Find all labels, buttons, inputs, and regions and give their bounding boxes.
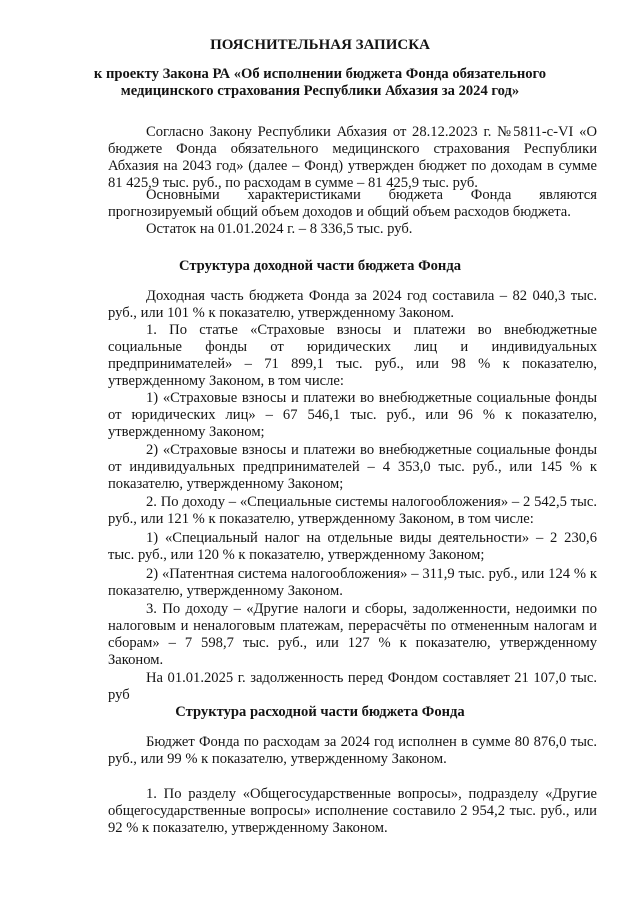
document-subtitle: к проекту Закона РА «Об исполнении бюджета Фонда обязательного медицинского страхования Республики Абхазия за 2024 год»	[93, 66, 547, 99]
income-paragraph: 2. По доходу – «Специальные системы налогообложения» – 2 542,5 тыс. руб., или 121 % к показателю, утвержденному Законом, в том числе:	[108, 494, 597, 527]
income-section-heading: Структура доходной части бюджета Фонда	[178, 258, 462, 274]
expense-paragraph: Бюджет Фонда по расходам за 2024 год исполнен в сумме 80 876,0 тыс. руб., или 99 % к показателю, утвержденному Законом.	[108, 734, 597, 767]
income-paragraph: На 01.01.2025 г. задолженность перед Фондом составляет 21 107,0 тыс. руб	[108, 670, 597, 703]
expense-paragraph: 1. По разделу «Общегосударственные вопросы», подразделу «Другие общегосударственные вопросы» исполнение составило 2 954,2 тыс. руб., или 92 % к показателю, утвержденному Законом.	[108, 786, 597, 836]
income-paragraph: 1) «Страховые взносы и платежи во внебюджетные социальные фонды от юридических лиц» – 67 546,1 тыс. руб., или 96 % к показателю, утвержденному Законом;	[108, 390, 597, 440]
income-paragraph: 1. По статье «Страховые взносы и платежи во внебюджетные социальные фонды от юридических лиц и индивидуальных предпринимателей» – 71 899,1 тыс. руб., или 98 % к показателю, утвержденному Законом, в том числе:	[108, 322, 597, 389]
intro-paragraph: Согласно Закону Республики Абхазия от 28.12.2023 г. №5811-с-VI «О бюджете Фонда обязательного медицинского страхования Республики Абхазия на 2043 год» (далее – Фонд) утвержден бюджет по доходам в сумме 81 425,9 тыс. руб., по расходам в сумме – 81 425,9 тыс. руб.	[108, 124, 597, 191]
income-paragraph: Доходная часть бюджета Фонда за 2024 год составила – 82 040,3 тыс. руб., или 101 % к показателю, утвержденному Законом.	[108, 288, 597, 321]
page-title: ПОЯСНИТЕЛЬНАЯ ЗАПИСКА	[210, 37, 430, 53]
income-paragraph: 1) «Специальный налог на отдельные виды деятельности» – 2 230,6 тыс. руб., или 120 % к показателю, утвержденному Законом;	[108, 530, 597, 563]
intro-paragraph: Основными характеристиками бюджета Фонда являются прогнозируемый общий объем доходов и общий объем расходов бюджета.	[108, 187, 597, 220]
intro-paragraph: Остаток на 01.01.2024 г. – 8 336,5 тыс. руб.	[146, 221, 413, 237]
expense-section-heading: Структура расходной части бюджета Фонда	[175, 704, 465, 720]
income-paragraph: 2) «Патентная система налогообложения» – 311,9 тыс. руб., или 124 % к показателю, утвержденному Законом.	[108, 566, 597, 599]
income-paragraph: 3. По доходу – «Другие налоги и сборы, задолженности, недоимки по налоговым и неналоговым платежам, перерасчёты по отмененным налогам и сборам» – 7 598,7 тыс. руб., или 127 % к показателю, утвержденному Законом.	[108, 601, 597, 668]
income-paragraph: 2) «Страховые взносы и платежи во внебюджетные социальные фонды от индивидуальных предпринимателей – 4 353,0 тыс. руб., или 145 % к показателю, утвержденному Законом;	[108, 442, 597, 492]
